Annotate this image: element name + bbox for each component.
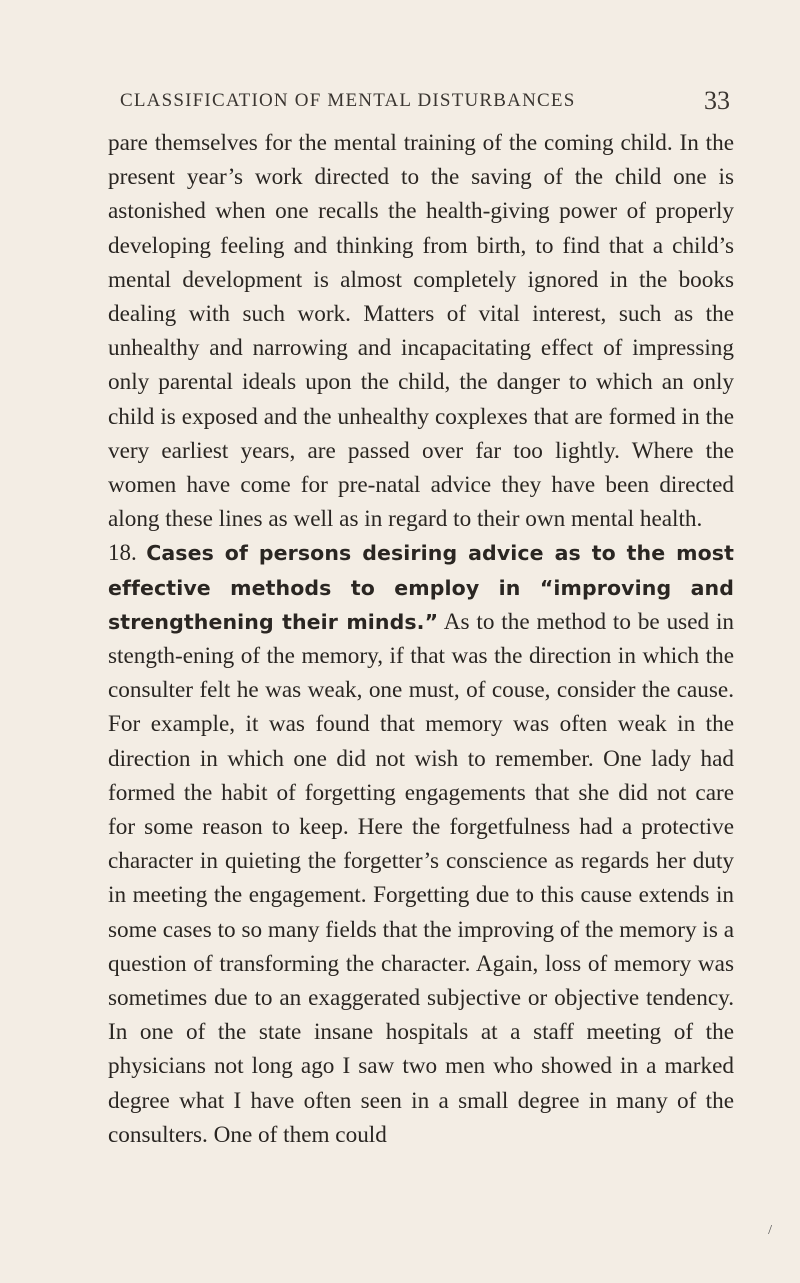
section-18-text: As to the method to be used in stength-ening of the memory, if that was the direction in which the consulter felt he was weak, one must, of couse, consider the cause. For example, it was found that memory was often weak in the direction in which one did not wish to remember. One lady had formed the habit of forgetting engagements that she did not care for some reason to keep. Here the forgetfulness had a protective character in quieting the forgetter’s conscience as regards her duty in meeting the engagement. Forgetting due to this cause extends in some cases to so many fields that the improving of the memory is a question of transforming the character. Again, loss of memory was sometimes due to an exaggerated subjective or objective tendency. In one of the state insane hospitals at a staff meeting of the physicians not long ago I saw two men who showed in a marked degree what I have often seen in a small degree in many of the consulters. One of them could [108,608,734,1148]
section-18-paragraph [108,536,734,1152]
body-text [108,126,734,1152]
section-heading: Cases of persons desiring advice as to the most effective methods to employ in “improving and strengthening their minds.” [108,541,734,634]
running-head [120,86,730,120]
corner-mark: / [768,1223,772,1238]
section-number: 18. [108,540,137,566]
page-number: 33 [704,86,730,115]
running-title: CLASSIFICATION OF MENTAL DISTURBANCES [120,90,576,111]
paragraph-continued: pare themselves for the mental training of the coming child. In the present year’s work directed to the saving of the child one is astonished when one recalls the health-giving power of properly developing feeling and thinking from birth, to find that a child’s mental development is almost completely ignored in the books dealing with such work. Matters of vital interest, such as the unhealthy and narrowing and incapacitating effect of impressing only parental ideals upon the child, the danger to which an only child is exposed and the unhealthy coxplexes that are formed in the very earliest years, are passed over far too lightly. Where the women have come for pre-natal advice they have been directed along these lines as well as in regard to their own mental health. [108,130,734,533]
